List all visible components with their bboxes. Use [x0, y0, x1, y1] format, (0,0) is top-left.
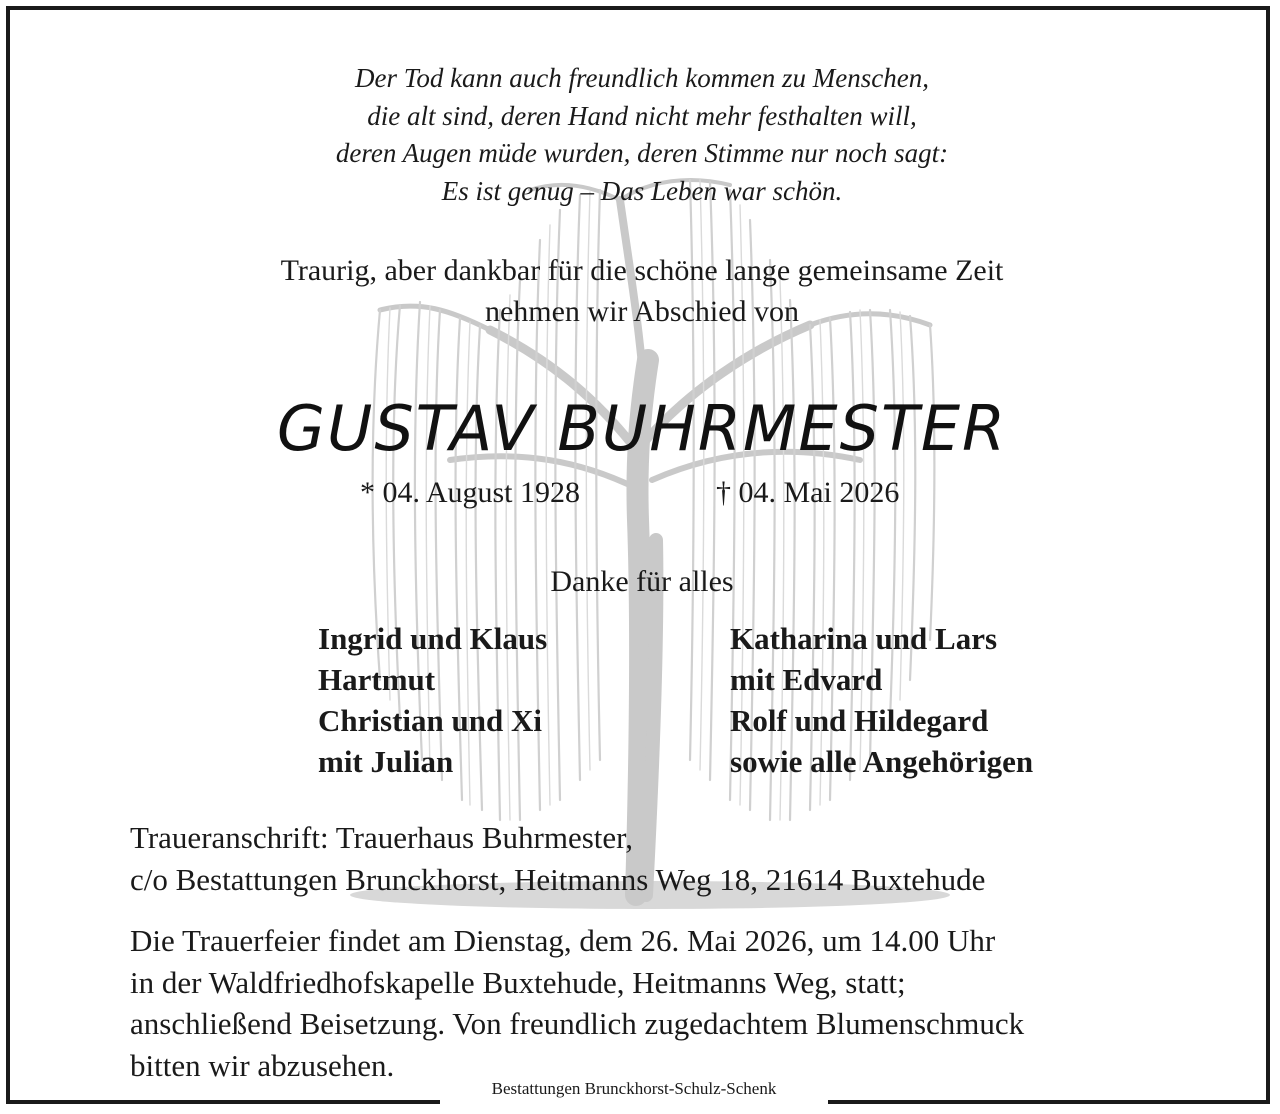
intro-line: nehmen wir Abschied von — [484, 295, 800, 328]
address-line: c/o Bestattungen Brunckhorst, Heitmanns Weg 18, 21614 Buxtehude — [130, 862, 986, 897]
mourner-entry: Christian und Xi — [318, 703, 542, 738]
mourners-left-column — [318, 618, 547, 782]
address-line: Traueranschrift: Trauerhaus Buhrmester, — [130, 820, 633, 855]
deceased-name: GUSTAV BUHRMESTER — [276, 392, 1008, 465]
obituary-content — [10, 10, 1274, 1108]
poem — [10, 60, 1274, 210]
poem-line: deren Augen müde wurden, deren Stimme nur noch sagt: — [335, 138, 949, 168]
thanks-line: Danke für alles — [550, 565, 734, 598]
mourner-entry: mit Edvard — [730, 662, 883, 697]
mourner-entry: sowie alle Angehörigen — [730, 744, 1034, 779]
poem-line: Der Tod kann auch freundlich kommen zu Menschen, — [355, 63, 929, 93]
ceremony-line: anschließend Beisetzung. Von freundlich zugedachtem Blumenschmuck — [130, 1006, 1025, 1041]
mourner-entry: Katharina und Lars — [730, 621, 998, 656]
ceremony-line: in der Waldfriedhofskapelle Buxtehude, Heitmanns Weg, statt; — [130, 964, 906, 1000]
ceremony-info — [130, 920, 1024, 1086]
ceremony-line: Die Trauerfeier findet am Dienstag, dem 26. Mai 2026, um 14.00 Uhr — [130, 923, 996, 958]
mourning-address — [130, 817, 985, 901]
poem-line: Es ist genug – Das Leben war schön. — [441, 175, 843, 206]
poem-line: die alt sind, deren Hand nicht mehr festhalten will, — [367, 100, 917, 131]
mourner-entry: mit Julian — [318, 744, 454, 779]
birth-date: * 04. August 1928 — [360, 476, 581, 509]
mourners-right-column — [730, 618, 1033, 782]
funeral-home-credit: Bestattungen Brunckhorst-Schulz-Schenk — [440, 1072, 828, 1106]
intro-line: Traurig, aber dankbar für die schöne lange gemeinsame Zeit — [280, 254, 1004, 287]
obituary-frame — [6, 6, 1270, 1104]
mourner-entry: Hartmut — [318, 662, 436, 697]
ceremony-line: bitten wir abzusehen. — [130, 1047, 395, 1083]
mourner-entry: Rolf und Hildegard — [730, 703, 989, 738]
mourner-entry: Ingrid und Klaus — [318, 621, 548, 656]
death-date: † 04. Mai 2026 — [716, 476, 900, 509]
intro-text — [10, 250, 1274, 332]
